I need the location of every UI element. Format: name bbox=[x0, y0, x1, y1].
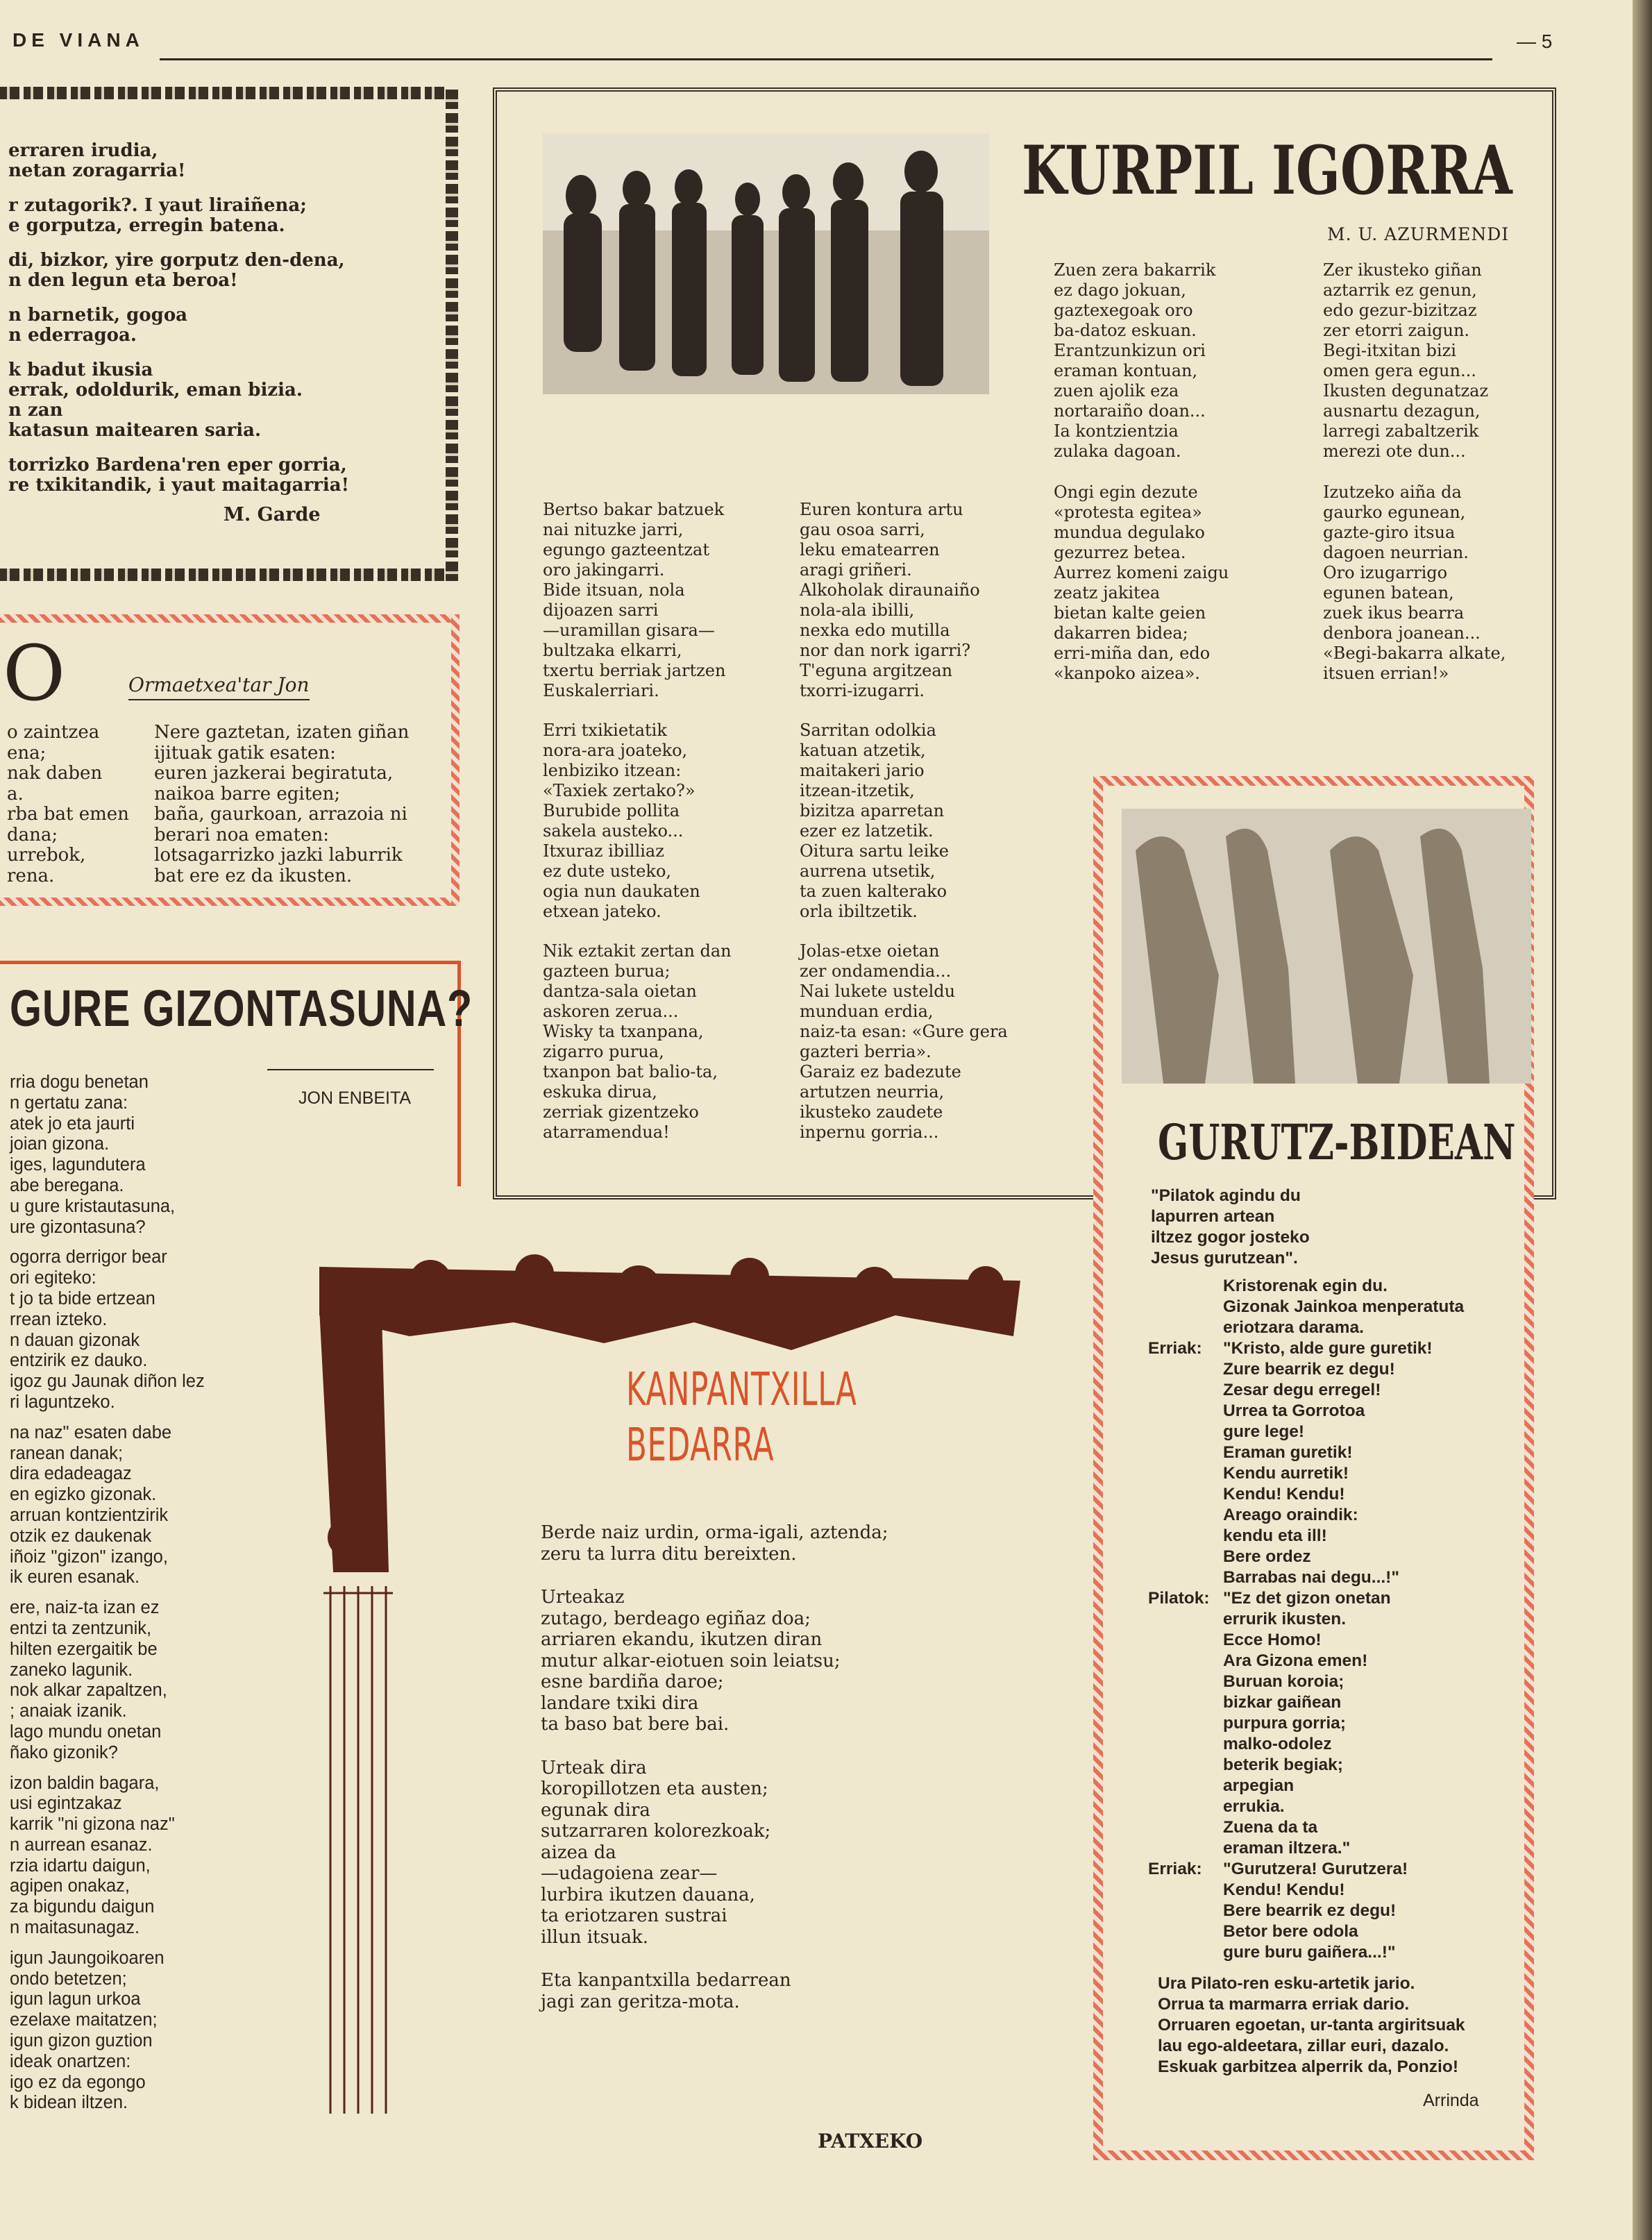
stanza: Urteak dira koropillotzen eta austen; egunak dira sutzarraren kolorezkoak; aizea da —udagoiena zear— lurbira ikutzen dauana, ta eriotzaren sustrai illun itsuak. bbox=[541, 1757, 771, 1948]
gure-gizontasuna-author: JON ENBEITA bbox=[298, 1088, 412, 1108]
page-header bbox=[0, 0, 1652, 56]
stanza: rria dogu benetan n gertatu zana: atek jo eta jaurti joian gizona. iges, lagundutera abe beregana. u gure kristautasuna, ure gizontasuna? bbox=[10, 1072, 176, 1237]
stanza: Zer ikusteko giñan aztarrik ez genun, edo gezur-bizitzaz zer etorri zaigun. Begi-itxitan bizi omen gera egun... Ikusten degunatzaz ausnartu dezagun, larregi zabaltzerik merezi ote dun... bbox=[1323, 260, 1489, 461]
stanza: na naz" esaten dabe ranean danak; dira edadeagaz en egizko gizonak. arruan kontzientzirik otzik ez daukenak iñoiz "gizon" izango, ik euren esanak. bbox=[10, 1422, 172, 1588]
gurutz-dialogue bbox=[1148, 1276, 1516, 1963]
hands-photo bbox=[1122, 809, 1531, 1084]
section-name: DE VIANA bbox=[12, 29, 144, 51]
title-line: BEDARRA bbox=[626, 1418, 775, 1472]
kurpil-column-1 bbox=[543, 500, 751, 1143]
stanza: Sarritan odolkia katuan atzetik, maitakeri jario itzean-itzetik, bizitza aparretan ezer ez latzetik. Oitura sartu leike aurrena utsetik, ta zuen kalterako orla ibiltzetik. bbox=[800, 721, 949, 921]
kurpil-igorra-title: KURPIL IGORRA bbox=[1022, 131, 1512, 210]
knot-border-top bbox=[0, 87, 458, 99]
stanza: r zutagorik?. I yaut liraiñena; e gorputza, erregin batena. bbox=[8, 195, 307, 236]
kurpil-column-3 bbox=[1054, 260, 1262, 684]
stripe-border-top bbox=[0, 614, 460, 623]
stripe-border-right bbox=[451, 614, 460, 906]
fence-icon bbox=[318, 1586, 394, 2114]
stanza: Bertso bakar batzuek nai nituzke jarri, egungo gazteentzat oro jakingarri. Bide itsuan, nola dijoazen sarri —uramillan gisara— bultzaka elkarri, txertu berriak jartzen Euskalerriari. bbox=[543, 500, 726, 700]
stanza: Eta kanpantxilla bedarrean jagi zan geritza-mota. bbox=[541, 1970, 791, 2012]
stanza: Ongi egin dezute «protesta egitea» mundua degulako gezurrez betea. Aurrez komeni zaigu zeatz jakitea bietan kalte geien dakarren bidea; erri-miña dan, edo «kanpoko aizea». bbox=[1054, 482, 1229, 683]
gurutz-intro: "Pilatok agindu du lapurren artean iltzez gogor josteko Jesus gurutzean". bbox=[1151, 1186, 1310, 1268]
stanza: erraren irudia, netan zoragarria! bbox=[8, 140, 186, 181]
knot-border-right bbox=[446, 87, 458, 581]
gure-gizontasuna-text bbox=[10, 1072, 260, 2114]
ormaetxea-author: Ormaetxea'tar Jon bbox=[128, 673, 310, 700]
stanza: n barnetik, gogoa n ederragoa. bbox=[8, 305, 188, 346]
title-line: KANPANTXILLA bbox=[626, 1363, 857, 1416]
dialogue-line bbox=[1148, 1859, 1516, 1963]
kanpantxilla-title bbox=[626, 1362, 857, 1473]
dialogue-line bbox=[1148, 1276, 1516, 1338]
stanza: Zuen zera bakarrik ez dago jokuan, gaztexegoak oro ba-datoz eskuan. Erantzunkizun ori eraman kontuan, zuen ajolik eza nortaraiño doan... Ia kontzientzia zulaka dagoan. bbox=[1054, 260, 1216, 461]
garde-poem-block bbox=[0, 87, 458, 581]
knot-border-bottom bbox=[0, 569, 458, 581]
speaker-text: "Gurutzera! Gurutzera! Kendu! Kendu! Bere bearrik ez degu! Betor bere odola gure buru gaiñera...!" bbox=[1223, 1860, 1408, 1962]
ormaetxea-stanza: Nere gaztetan, izaten giñan ijituak gatik esaten: euren jazkerai begiratuta, naikoa barre egiten; baña, gaurkoan, arrazoia ni berari noa ematen: lotsagarrizko jazki laburrik bat ere ez da ikusten. bbox=[154, 722, 410, 886]
dialogue-line bbox=[1148, 1338, 1516, 1588]
speaker-label: Erriak: bbox=[1148, 1339, 1202, 1358]
stanza: di, bizkor, yire gorputz den-dena, n den legun eta beroa! bbox=[8, 250, 345, 291]
gurutz-author: Arrinda bbox=[1423, 2091, 1479, 2110]
stanza: k badut ikusia errak, odoldurik, eman bizia. n zan katasun maitearen saria. bbox=[8, 360, 303, 441]
page-edge bbox=[1633, 0, 1652, 2240]
garde-poem-text bbox=[8, 141, 439, 525]
header-rule bbox=[160, 58, 1492, 60]
author-rule bbox=[267, 1069, 434, 1070]
gure-gizontasuna-title: GURE GIZONTASUNA? bbox=[10, 979, 473, 1037]
speaker-label: Erriak: bbox=[1148, 1860, 1202, 1878]
stanza: torrizko Bardena'ren eper gorria, re txikitandik, i yaut maitagarria! bbox=[8, 455, 350, 496]
speaker-label: Pilatok: bbox=[1148, 1589, 1210, 1608]
drop-initial: O bbox=[3, 629, 66, 718]
stanza: Euren kontura artu gau osoa sarri, leku ematearren aragi griñeri. Alkoholak diraunaiño nola-ala ibilli, nexka edo mutilla nor dan nork igarri? T'eguna argitzean txorri-izugarri. bbox=[800, 500, 980, 700]
gurutz-outro: Ura Pilato-ren esku-artetik jario. Orrua ta marmarra erriak dario. Orruaren egoetan, ur-tanta argiritsuak lau ego-aldeetara, zillar euri, dazalo. Eskuak garbitzea alperrik da, Ponzio! bbox=[1158, 1974, 1465, 2076]
stanza: Jolas-etxe oietan zer ondamendia... Nai lukete usteldu munduan erdia, naiz-ta esan: «Gure gera gazteri berria». Garaiz ez badezute artutzen neurria, ikusteko zaudete inpernu gorria... bbox=[800, 941, 1008, 1142]
stanza: igun Jaungoikoaren ondo betetzen; igun lagun urkoa ezelaxe maitatzen; igun gizon guztion ideak onartzen: igo ez da egongo k bidean iltzen. bbox=[10, 1948, 165, 2113]
stanza: ogorra derrigor bear ori egiteko: t jo ta bide ertzean rrean izteko. n dauan gizonak entzirik ez dauko. igoz gu Jaunak diñon lez ri laguntzeko. bbox=[10, 1247, 205, 1412]
kanpantxilla-poem bbox=[541, 1522, 992, 2012]
stripe-border-bottom bbox=[0, 898, 460, 906]
speaker-label bbox=[1148, 1276, 1223, 1338]
kurpil-column-4 bbox=[1323, 260, 1531, 684]
poem-author: M. Garde bbox=[224, 504, 321, 525]
stanza: ere, naiz-ta izan ez entzi ta zentzunik, hilten ezergaitik be zaneko lagunik. nok alkar zapaltzen, ; anaiak izanik. lago mundu onetan ñako gizonik? bbox=[10, 1598, 167, 1762]
kanpantxilla-author: PATXEKO bbox=[818, 2130, 923, 2153]
kurpil-column-2 bbox=[800, 500, 1022, 1143]
gurutz-bidean-title: GURUTZ-BIDEAN bbox=[1158, 1113, 1516, 1171]
stanza: izon baldin bagara, usi egintzakaz karrik "ni gizona naz" n aurrean esanaz. rzia idartu daigun, agipen onakaz, za bigundu daigun n maitasunagaz. bbox=[10, 1773, 175, 1938]
left-cropped-stanza: o zaintzea ena; nak daben a. rba bat emen dana; urrebok, rena. bbox=[7, 722, 129, 886]
stanza: Erri txikietatik nora-ara joateko, lenbiziko itzean: «Taxiek zertako?» Burubide pollita sakela austeko... Itxuraz ibilliaz ez dute usteko, ogia nun daukaten etxean jateko. bbox=[543, 721, 700, 921]
speaker-text: "Kristo, alde gure guretik! Zure bearrik ez degu! Zesar degu erregel! Urrea ta Gorrotoa gure lege! Eraman guretik! Kendu aurretik! Kendu! Kendu! Areago oraindik: kendu eta ill! Bere ordez Barrabas nai degu...!" bbox=[1223, 1339, 1433, 1587]
band-photo-figures bbox=[543, 133, 989, 394]
stanza: Urteakaz zutago, berdeago egiñaz doa; arriaren ekandu, ikutzen diran mutur alkar-eiotuen soin leiatsu; esne bardiña daroe; landare txiki dira ta baso bat bere bai. bbox=[541, 1587, 841, 1735]
raised-hands-image bbox=[1122, 809, 1531, 1084]
stanza: Berde naiz urdin, orma-igali, aztenda; zeru ta lurra ditu bereixten. bbox=[541, 1522, 888, 1565]
band-photo bbox=[543, 133, 989, 394]
speaker-text: Kristorenak egin du. Gizonak Jainkoa menperatuta eriotzara darama. bbox=[1223, 1277, 1465, 1337]
page-number: — 5 bbox=[1517, 31, 1553, 52]
ormaetxea-block bbox=[0, 614, 460, 906]
kurpil-igorra-author: M. U. AZURMENDI bbox=[1327, 224, 1510, 244]
dialogue-line bbox=[1148, 1588, 1516, 1859]
stanza: Izutzeko aiña da gaurko egunean, gazte-giro itsua dagoen neurrian. Oro izugarrigo egunen batean, zuek ikus bearra denbora joanean... «Begi-bakarra alkate, itsuen errian!» bbox=[1323, 482, 1506, 683]
speaker-text: "Ez det gizon onetan errurik ikusten. Ecce Homo! Ara Gizona emen! Buruan koroia; bizkar gaiñean purpura gorria; malko-odolez beterik begiak; arpegian errukia. Zuena da ta eraman iltzera." bbox=[1223, 1589, 1391, 1858]
stanza: Nik eztakit zertan dan gazteen burua; dantza-sala oietan askoren zerua... Wisky ta txanpana, zigarro purua, txanpon bat balio-ta, eskuka dirua, zerriak gizentzeko atarramendua! bbox=[543, 941, 732, 1142]
fence-posts bbox=[318, 1586, 394, 2114]
